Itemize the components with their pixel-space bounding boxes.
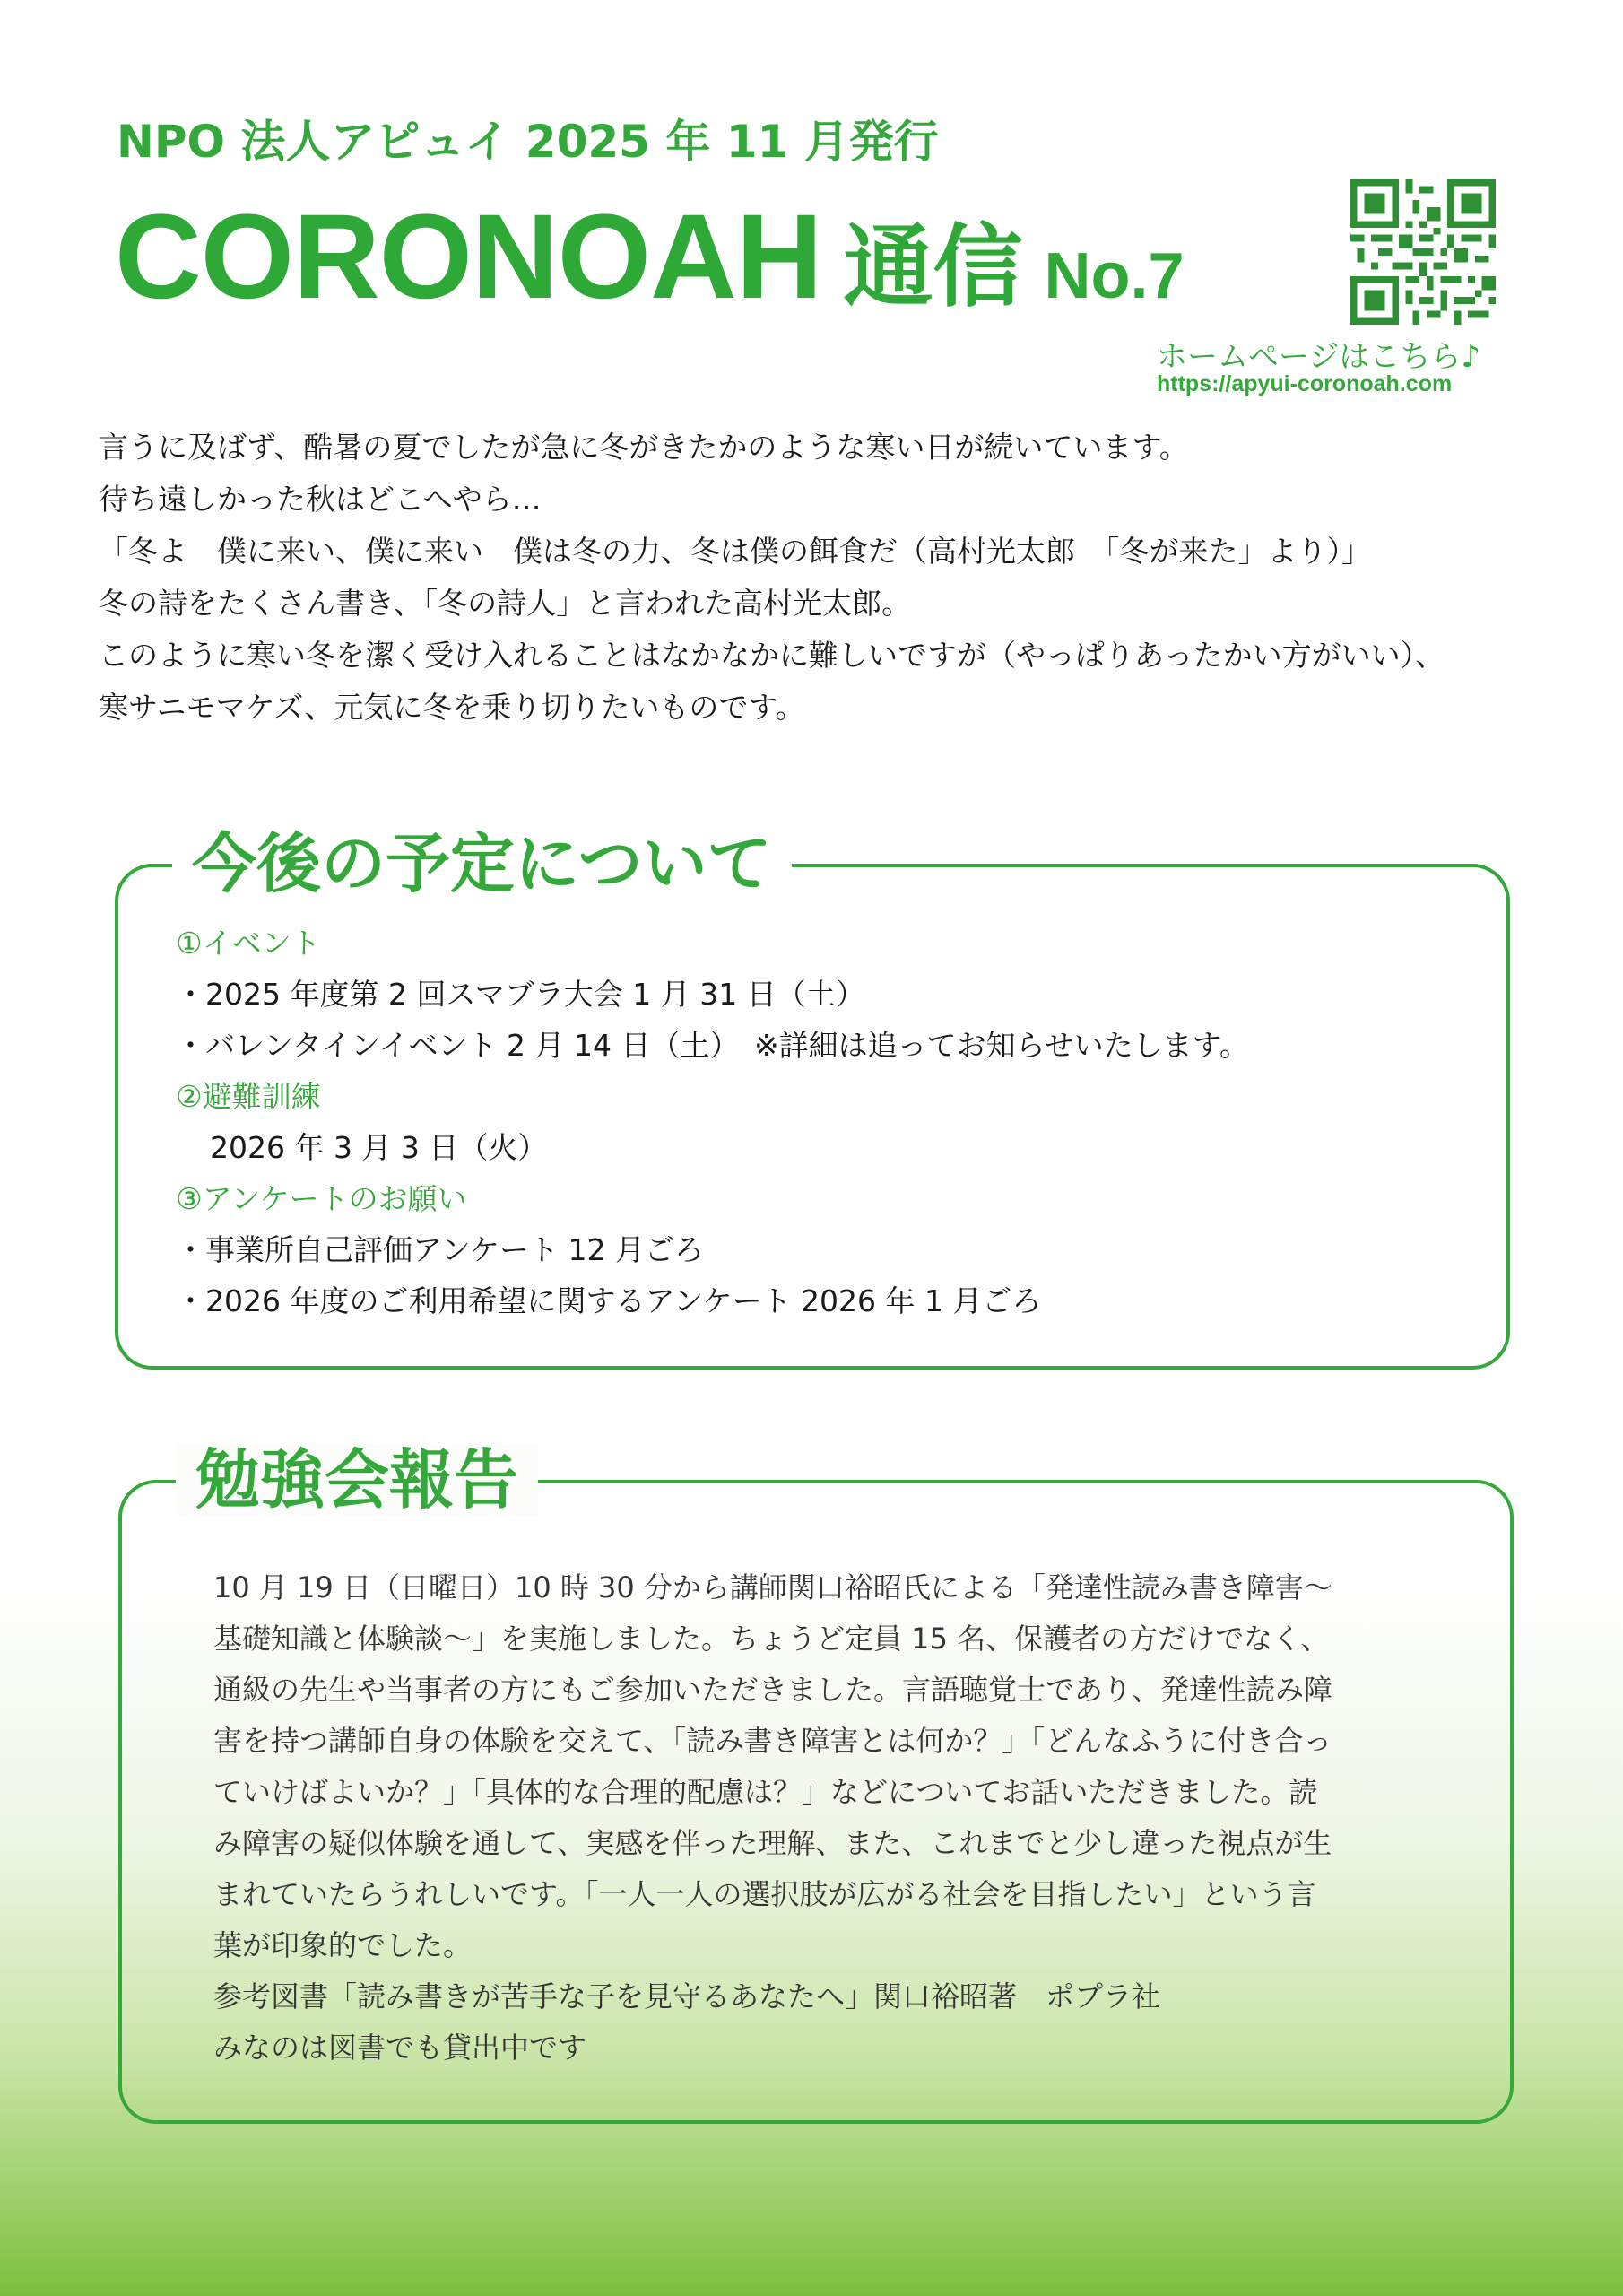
publisher-line: NPO 法人アピュイ 2025 年 11 月発行 [117, 116, 939, 168]
report-line: 通級の先生や当事者の方にもご参加いただきました。言語聴覚士であり、発達性読み障 [213, 1673, 1333, 1707]
intro-line: 冬の詩をたくさん書き、「冬の詩人」と言われた高村光太郎。 [99, 586, 912, 621]
report-line: 基礎知識と体験談～」を実施しました。ちょうど定員 15 名、保護者の方だけでなく、 [213, 1622, 1330, 1656]
report-line: ていけばよいか？」「具体的な合理的配慮は？」などについてお話いただきました。読 [213, 1775, 1318, 1809]
issue-number: No.7 [1044, 240, 1185, 312]
intro-line: このように寒い冬を潔く受け入れることはなかなかに難しいですが（やっぱりあったかい方がいい）、 [99, 638, 1445, 673]
schedule-item: ・バレンタインイベント 2 月 14 日（土） ※詳細は追ってお知らせいたします。 [176, 1028, 1250, 1063]
schedule-item: 2026 年 3 月 3 日（火） [210, 1130, 548, 1165]
report-line: 10 月 19 日（日曜日）10 時 30 分から講師関口裕昭氏による「発達性読み書き障害～ [213, 1570, 1332, 1605]
report-line: 葉が印象的でした。 [213, 1928, 473, 1962]
report-line: 害を持つ講師自身の体験を交えて、「読み書き障害とは何か？」「どんなふうに付き合っ [213, 1724, 1332, 1758]
report-title: 勉強会報告 [176, 1444, 538, 1516]
title-main: CORONOAH [115, 190, 822, 324]
schedule-heading-drill: ②避難訓練 [176, 1079, 321, 1114]
schedule-item: ・2026 年度のご利用希望に関するアンケート 2026 年 1 月ごろ [176, 1283, 1042, 1318]
intro-line: 「冬よ 僕に来い、僕に来い 僕は冬の力、冬は僕の餌食だ（高村光太郎 「冬が来た」より）」 [99, 534, 1371, 569]
schedule-item: ・事業所自己評価アンケート 12 月ごろ [176, 1232, 704, 1267]
newsletter-title [115, 188, 1185, 326]
homepage-label: ホームページはこちら♪ [1157, 339, 1481, 375]
intro-text [99, 422, 1533, 734]
report-line: み障害の疑似体験を通して、実感を伴った理解、また、これまでと少し違った視点が生 [213, 1826, 1332, 1860]
schedule-heading-survey: ③アンケートのお願い [176, 1181, 467, 1216]
schedule-heading-event: ①イベント [176, 926, 321, 961]
title-sub: 通信 [843, 214, 1023, 319]
schedule-section [115, 826, 1510, 1370]
report-line: みなのは図書でも貸出中です [213, 2031, 587, 2065]
intro-line: 言うに及ばず、酷暑の夏でしたが急に冬がきたかのような寒い日が続いています。 [99, 430, 1189, 465]
report-section [118, 1442, 1514, 2124]
report-line: まれていたらうれしいです。「一人一人の選択肢が広がる社会を目指したい」という言 [213, 1877, 1316, 1911]
report-line: 参考図書「読み書きが苦手な子を見守るあなたへ」関口裕昭著 ポプラ社 [213, 1979, 1161, 2013]
intro-line: 寒サニモマケズ、元気に冬を乗り切りたいものです。 [99, 690, 805, 725]
qr-code-icon[interactable] [1350, 179, 1496, 325]
schedule-item: ・2025 年度第 2 回スマブラ大会 1 月 31 日（土） [176, 977, 865, 1012]
schedule-title: 今後の予定について [172, 828, 792, 900]
intro-line: 待ち遠しかった秋はどこへやら… [99, 482, 542, 517]
homepage-url-link[interactable]: https://apyui-coronoah.com [1157, 371, 1453, 396]
